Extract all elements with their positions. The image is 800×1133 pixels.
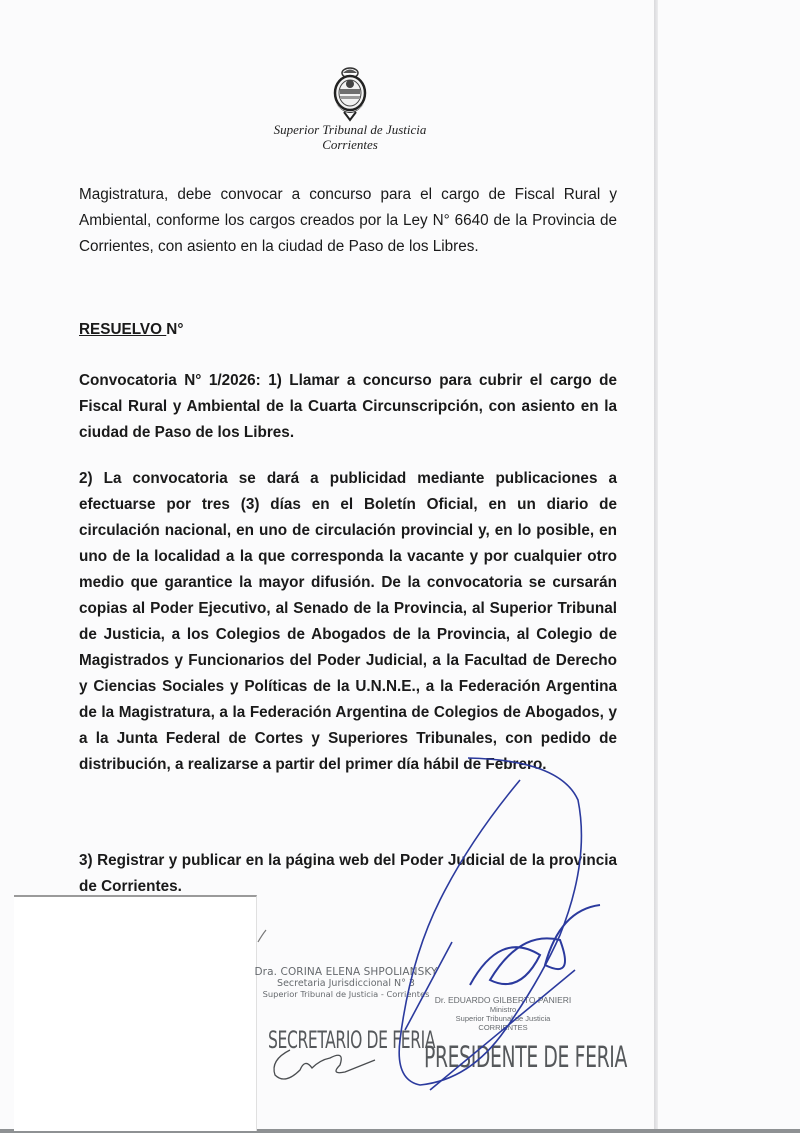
institution-name: Superior Tribunal de Justicia [273,122,427,137]
provincial-coat-of-arms-icon [330,64,370,122]
intro-paragraph [79,182,617,260]
secretary-signature-stroke [274,1050,375,1079]
resolution-heading [79,321,183,339]
intro-text: Magistratura, debe convocar a concurso para el cargo de Fiscal Rural y Ambiental, conforme los cargos creados por la Ley N° 6640 de la Provincia de Corrientes, con asiento en la ciudad de Paso de los Libres. [79,186,617,255]
secretary-name: Dra. CORINA ELENA SHPOLIANSKY [254,966,438,978]
president-signature-loops [470,905,600,985]
resolution-item-text: 2) La convocatoria se dará a publicidad mediante publicaciones a efectuarse por tres (3) días en el Boletín Oficial, en un diario de circulación nacional, en uno de circulación provincial y, en lo posible, en uno de la localidad a la que corresponda la vacante y por cualquier otro medio que garantice la mayor difusión. De la convocatoria se cursarán copias al Poder Ejecutivo, al Senado de la Provincia, al Superior Tribunal de Justicia, a los Colegios de Abogados de la Provincia, al Colegio de Magistrados y Funcionarios del Poder Judicial, a la Facultad de Derecho y Ciencias Sociales y Políticas de la U.N.N.E., a la Federación Argentina de la Magistratura, a la Federación Argentina de Colegios de Abogados, y a la Junta Federal de Cortes y Superiores Tribunales, con pedido de distribución, a realizarse a partir del primer día hábil de Febrero. [79,470,617,773]
resolution-item-text: Convocatoria N° 1/2026: 1) Llamar a concurso para cubrir el cargo de Fiscal Rural y Ambiental de la Cuarta Circunscripción, con asiento en la ciudad de Paso de los Libres. [79,372,617,441]
resolution-item-3 [79,848,617,900]
resolution-item-2 [79,466,617,778]
president-name: Dr. EDUARDO GILBERTO PANIERI [434,995,572,1005]
resolution-heading-number: N° [166,321,184,338]
president-location: CORRIENTES [478,1023,528,1032]
secretary-stamp [246,966,446,999]
resolution-heading-underlined: RESUELVO [79,321,167,338]
secretary-title: Secretaria Jurisdiccional N° 3 [277,978,415,989]
president-title: Ministro [489,1005,517,1014]
resolution-item-text: 3) Registrar y publicar en la página web del Poder Judicial de la provincia de Corrientes. [79,852,617,895]
secretary-tick-mark [258,930,266,942]
secretary-role-stamp: SECRETARIO DE FERIA [268,1026,436,1054]
resolution-item-1 [79,368,617,446]
president-role-stamp: PRESIDENTE DE FERIA [424,1040,627,1074]
president-stamp [418,995,588,1032]
president-institution: Superior Tribunal de Justicia [455,1014,551,1023]
institution-location: Corrientes [322,137,378,152]
secretary-institution: Superior Tribunal de Justicia - Corrientes [262,989,430,999]
letterhead [250,64,450,152]
page-fold-line [654,0,658,1133]
blank-redaction-box [14,895,257,1131]
